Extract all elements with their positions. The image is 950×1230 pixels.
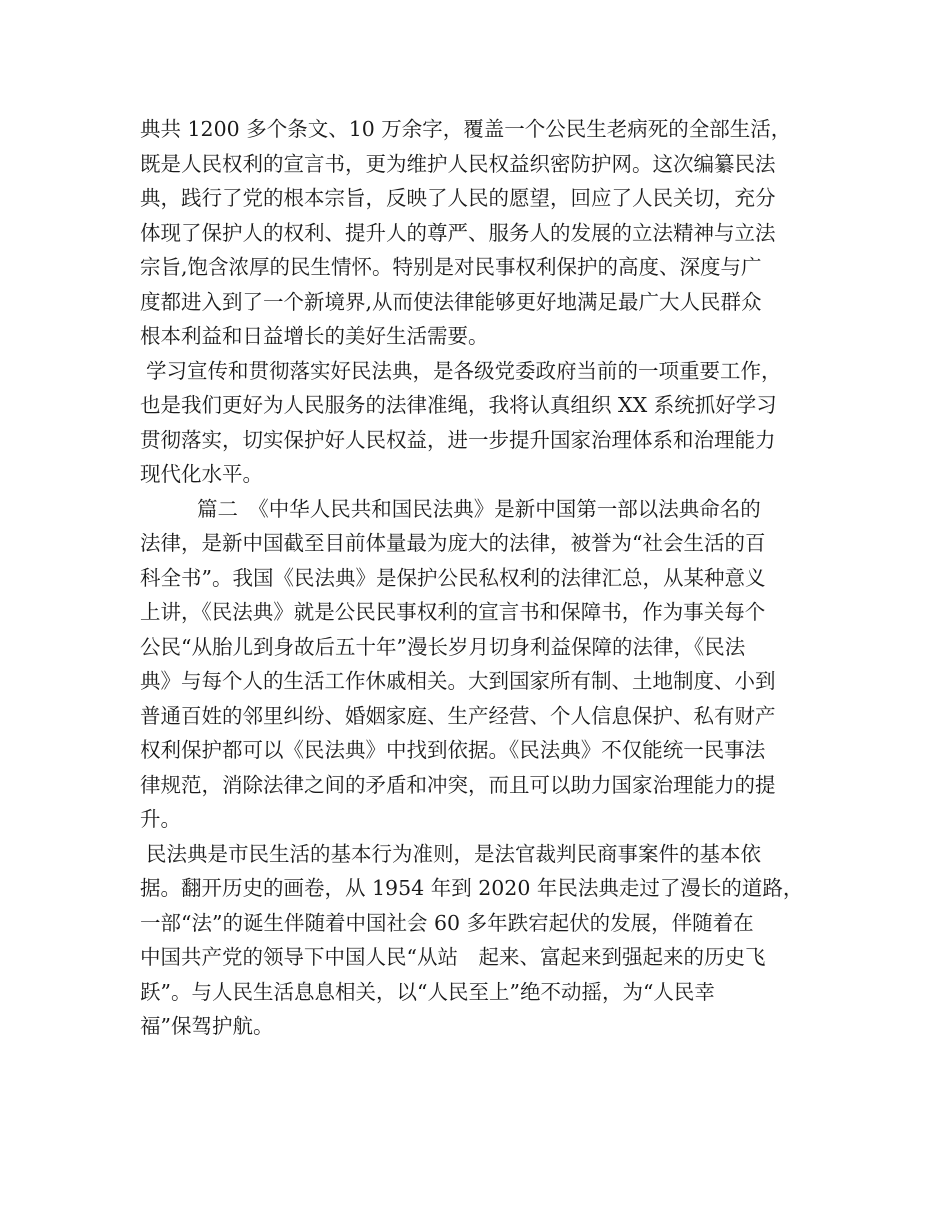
text-line: 权利保护都可以《民法典》中找到依据。《民法典》不仅能统一民事法 [140, 738, 766, 762]
text-line: 篇二 《中华人民共和国民法典》是新中国第一部以法典命名的 [197, 496, 761, 521]
text-line: 中国共产党的领导下中国人民“从站 起来、富起来到强起来的历史飞 [140, 945, 766, 969]
text-line: 典共 1200 多个条文、10 万余字，覆盖一个公民生老病死的全部生活， [140, 117, 792, 141]
text-line: 律规范，消除法律之间的矛盾和冲突，而且可以助力国家治理能力的提 [140, 772, 776, 797]
text-line: 贯彻落实，切实保护好人民权益，进一步提升国家治理体系和治理能力 [140, 427, 776, 452]
text-line: 典》与每个人的生活工作休戚相关。大到国家所有制、土地制度、小到 [140, 669, 776, 693]
text-line: 根本利益和日益增长的美好生活需要。 [140, 324, 489, 348]
text-line: 普通百姓的邻里纠纷、婚姻家庭、生产经营、个人信息保护、私有财产 [140, 703, 776, 728]
text-line: 体现了保护人的权利、提升人的尊严、服务人的发展的立法精神与立法 [140, 220, 776, 245]
text-line: 科全书”。我国《民法典》是保护公民私权利的法律汇总，从某种意义 [140, 565, 766, 590]
text-line: 也是我们更好为人民服务的法律准绳，我将认真组织 XX 系统抓好学习 [140, 393, 777, 417]
text-line: 民法典是市民生活的基本行为准则，是法官裁判民商事案件的基本依 [146, 841, 761, 866]
text-line: 学习宣传和贯彻落实好民法典，是各级党委政府当前的一项重要工作， [146, 358, 782, 383]
text-line: 既是人民权利的宣言书，更为维护人民权益织密防护网。这次编纂民法 [140, 151, 776, 176]
text-line: 宗旨,饱含浓厚的民生情怀。特别是对民事权利保护的高度、深度与广 [140, 255, 762, 279]
text-line: 福”保驾护航。 [140, 1014, 274, 1038]
text-line: 据。翻开历史的画卷，从 1954 年到 2020 年民法典走过了漫长的道路， [140, 876, 804, 900]
text-line: 度都进入到了一个新境界,从而使法律能够更好地满足最广大人民群众 [140, 289, 762, 314]
document-body-text [140, 112, 812, 1044]
text-line: 上讲，《民法典》就是公民民事权利的宣言书和保障书，作为事关每个 [140, 600, 766, 624]
text-line: 跃”。与人民生活息息相关，以“人民至上”绝不动摇，为“人民幸 [140, 979, 715, 1004]
text-line: 一部“法”的诞生伴随着中国社会 60 多年跌宕起伏的发展，伴随着在 [140, 910, 754, 935]
text-line: 典，践行了党的根本宗旨，反映了人民的愿望，回应了人民关切，充分 [140, 186, 776, 210]
text-line: 法律，是新中国截至目前体量最为庞大的法律，被誉为“社会生活的百 [140, 531, 766, 555]
text-line: 公民“从胎儿到身故后五十年”漫长岁月切身利益保障的法律，《民法 [140, 634, 746, 659]
text-line: 现代化水平。 [140, 462, 263, 486]
text-line: 升。 [140, 807, 181, 831]
